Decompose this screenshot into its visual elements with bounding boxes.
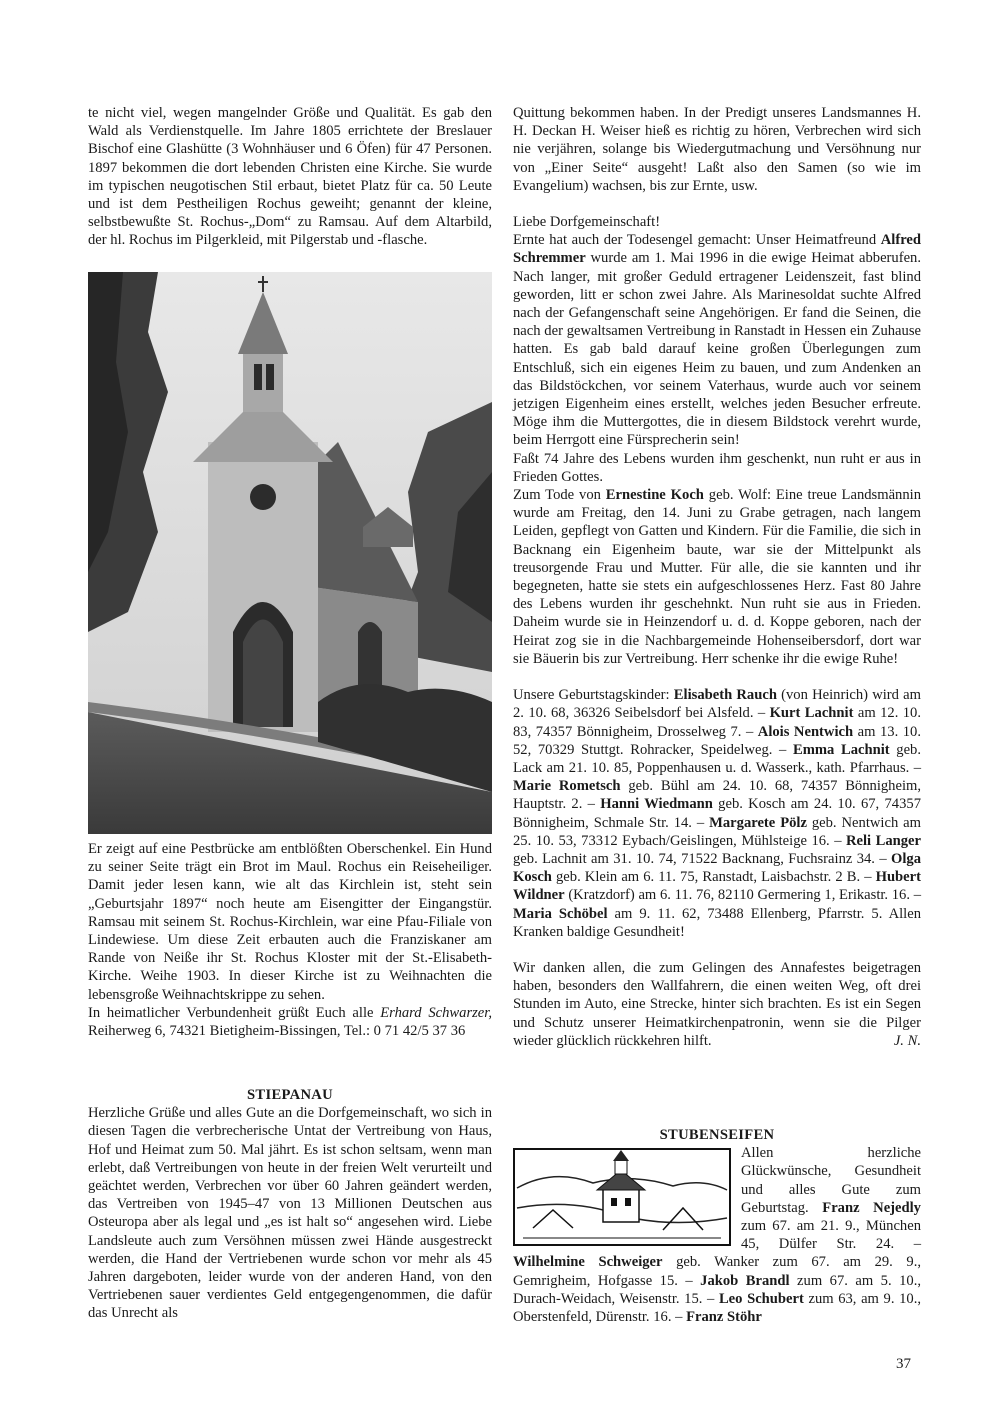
paragraph-schremmer: Ernte hat auch der Todesengel gemacht: Unser Heimatfreund Alfred Schremmer wurde am 1. Mai 1996 in die ewige Heimat abberufen. Nach langer, mit großer Geduld ertragener Leidenszeit, fast blind geworden, litt er schon zwei Jahre. Als Marinesoldat suchte Alfred nach der Gefangenschaft seine Angehörigen. Er fand die Seinen, die nach der gewaltsamen Vertreibung in Ranstadt in Hessen ein Zuhause hatten. Es gab bald darauf keine großen Überlegungen zum Entschluß, sich ein eigenes Heim zu bauen, und zum Andenken an das Bildstöckchen, vor seinem Vaterhaus, wurde auch vor seinem jetzigen Eigenheim eines erstellt, welches jeden Besucher erfreute. Möge ihm die Muttergottes, die in diesem Bildstock verehrt wurde, beim Herrgott eine Fürsprecherin sein! [513, 232, 921, 449]
church-drawing [513, 1148, 731, 1246]
section-stubenseifen [513, 1126, 921, 1326]
greeting-dorfgemeinschaft: Liebe Dorfgemeinschaft! [513, 214, 661, 231]
left-column-middle [88, 840, 492, 1040]
paragraph-rochus: Er zeigt auf eine Pestbrücke am entblößten Oberschenkel. Ein Hund zu seiner Seite trägt ein Brot im Maul. Rochus ein Reiseheiliger. Damit jeder lesen kann, wie alt das Kirchlein ist, steht sein „Geburtsjahr 1897“ noch heute am Eisengitter der Eingangstür. Ramsau mit seinem St. Rochus-Kirchlein, war eine Pfau-Filiale von Lindewiese. Um diese Zeit erbauten auch die Franziskaner am Rande von Neiße ihr St. Rochus Kloster mit der St.-Elisabeth-Kirche. Weihe 1903. In dieser Kirche ist zu Weihnachten die lebensgroße Weihnachtskrippe zu sehen. [88, 841, 492, 1003]
paragraph-ramsau-history: te nicht viel, wegen mangelnder Größe und Qualität. Es gab den Wald als Verdienstquelle. Im Jahre 1805 errichtete der Breslauer Bischof eine Glashütte (3 Wohnhäuser und 6 Öfen) für 47 Personen. 1897 bekommen die dort lebenden Christen eine Kirche. Sie wurde im typischen neugotischen Stil erbaut, bietet Platz für ca. 50 Leute und ist dem Pestheiligen Rochus geweiht; genannt der kleine, selbstbewußte St. Rochus-„Dom“ zu Ramsau. Auf dem Altarbild, der hl. Rochus im Pilgerkleid, mit Pilgerstab und -flasche. [88, 105, 492, 249]
author-name: Erhard Schwarzer, [380, 1004, 492, 1021]
page-number: 37 [896, 1356, 911, 1372]
chapel-photo [88, 272, 492, 834]
village-sketch [513, 1148, 731, 1246]
heading-stiepanau: STIEPANAU [247, 1087, 333, 1103]
left-column-top [88, 104, 492, 250]
right-column [513, 104, 921, 1050]
paragraph-stiepanau: Herzliche Grüße und alles Gute an die Dorfgemeinschaft, wo sich in diesen Tagen die verbrecherische Untat der Vertreibung von Haus, Hof und Heimat zum 50. Mal jährt. Es ist schon seltsam, wenn man erlebt, daß Vertreibungen von heute in der freien Welt verurteilt und geächtet werden, Verbrechen vor über 60 Jahren geändert werden, das Vertreiben von 1945–47 von 13 Millionen Deutschen aus Osteuropa aber als legal und „es ist halt so“ angesehen wird. Liebe Landsleute auch zum Versöhnen müssen zwei Hände ausgestreckt werden, die Hand der Vertriebenen wurde schon vor mehr als 45 Jahren dargeboten, leider wurde von der anderen Hand, von den Vertriebenen sauer verdientes Geld entgegengenommen, die dafür das Unrecht als [88, 1105, 492, 1322]
paragraph-koch: Zum Tode von Ernestine Koch geb. Wolf: Eine treue Landsmännin wurde am Freitag, den 14. Juni zu Grabe getragen, nach langem Leiden, gepflegt von Gatten und Kindern. Für die Familie, die sich in Backnang ein Eigenheim baute, war sie der Mittelpunkt als treusorgende Frau und Mutter. Für alle, die sie kannten und ihr begegneten, hatte sie stets ein aufgeschlossenes Herz. Fast 80 Jahre des Lebens wurden ihr geschehnkt. Nun ruht sie aus in Frieden. Daheim wurde sie in Heinzendorf u. d. d. Koppe geboren, nach der Heirat zog sie in die Nachbargemeinde Hohenseibersdorf, dort war sie Bäuerin bis zur Vertreibung. Herr schenke ihr die ewige Ruhe! [513, 487, 921, 667]
paragraph-greeting-schwarzer: In heimatlicher Verbundenheit grüßt Euch alle Erhard Schwarzer, Reiherweg 6, 74321 Bietigheim-Bissingen, Tel.: 0 71 42/5 37 36 [88, 1004, 492, 1040]
paragraph-thanks: Wir danken allen, die zum Gelingen des Annafestes beigetragen haben, besonders den Wallfahrern, die einen weiten Weg, oft drei Stunden im Auto, eine Strecke, hinter sich brachten. Es ist ein Segen und Schutz unserer Heimatkirchenpatronin, wenn sie die Pilger wieder glücklich rückkehren hilft. J. N. [513, 959, 921, 1049]
paragraph-74-jahre: Faßt 74 Jahre des Lebens wurden ihm geschenkt, nun ruht er aus in Frieden Gottes. [513, 450, 921, 485]
paragraph-quittung: Quittung bekommen haben. In der Predigt unseres Landsmannes H. H. Deckan H. Weiser hieß es richtig zu hören, Verbrechen wird sich nie verjähren, solange bis Wiedergutmachung und Versöhnung nur von „Einer Seite“ ausgeht! Laßt also den Samen (so wie im Evangelium) wachsen, bis zur Ernte, usw. [513, 105, 921, 194]
paragraph-stubenseifen: Allen herzliche Glückwünsche, Gesundheit und alles Gute zum Geburtstag. Franz Nejedly zum 67. am 21. 9., München 45, Dülfer Str. 24. – Wilhelmine Schweiger geb. Wanker zum 67. am 29. 9., Gemrigheim, Hofgasse 15. – Jakob Brandl zum 67. am 5. 10., Durach-Weidach, Weisenstr. 15. – Leo Schubert zum 63, am 9. 10., Oberstenfeld, Dürenstr. 16. – Franz Stöhr [513, 1145, 921, 1326]
paragraph-birthdays: Unsere Geburtstagskinder: Elisabeth Rauch (von Heinrich) wird am 2. 10. 68, 36326 Seibelsdorf bei Alsfeld. – Kurt Lachnit am 12. 10. 83, 74357 Bönnigheim, Drosselweg 7. – Alois Nentwich am 13. 10. 52, 70329 Stuttgt. Rohracker, Speidelweg. – Emma Lachnit geb. Lack am 21. 10. 85, Poppenhausen u. d. Wasserk., kath. Pfarrhaus. – Marie Rometsch geb. Bühl am 24. 10. 68, 74357 Bönnigheim, Hauptstr. 2. – Hanni Wiedmann geb. Kosch am 24. 10. 67, 74357 Bönnigheim, Schmale Str. 14. – Margarete Pölz geb. Nentwich am 25. 10. 53, 73312 Eybach/Geislingen, Mühlsteige 16. – Reli Langer geb. Lachnit am 31. 10. 74, 71522 Backnang, Fuchsrainz 34. – Olga Kosch geb. Klein am 6. 11. 75, Ranstadt, Laisbachstr. 2 B. – Hubert Wildner (Kratzdorf) am 6. 11. 76, 82110 Germering 1, Erikastr. 16. – Maria Schöbel am 9. 11. 62, 73488 Ellenberg, Pfarrstr. 5. Allen Kranken baldige Gesundheit! [513, 687, 921, 940]
name-koch: Ernestine Koch [605, 487, 704, 504]
section-stiepanau [88, 1086, 492, 1323]
heading-stubenseifen: STUBENSEIFEN [659, 1127, 775, 1143]
chapel-image [88, 272, 492, 834]
initials: J. N. [893, 1032, 921, 1049]
name-schremmer: Alfred Schremmer [513, 232, 921, 267]
